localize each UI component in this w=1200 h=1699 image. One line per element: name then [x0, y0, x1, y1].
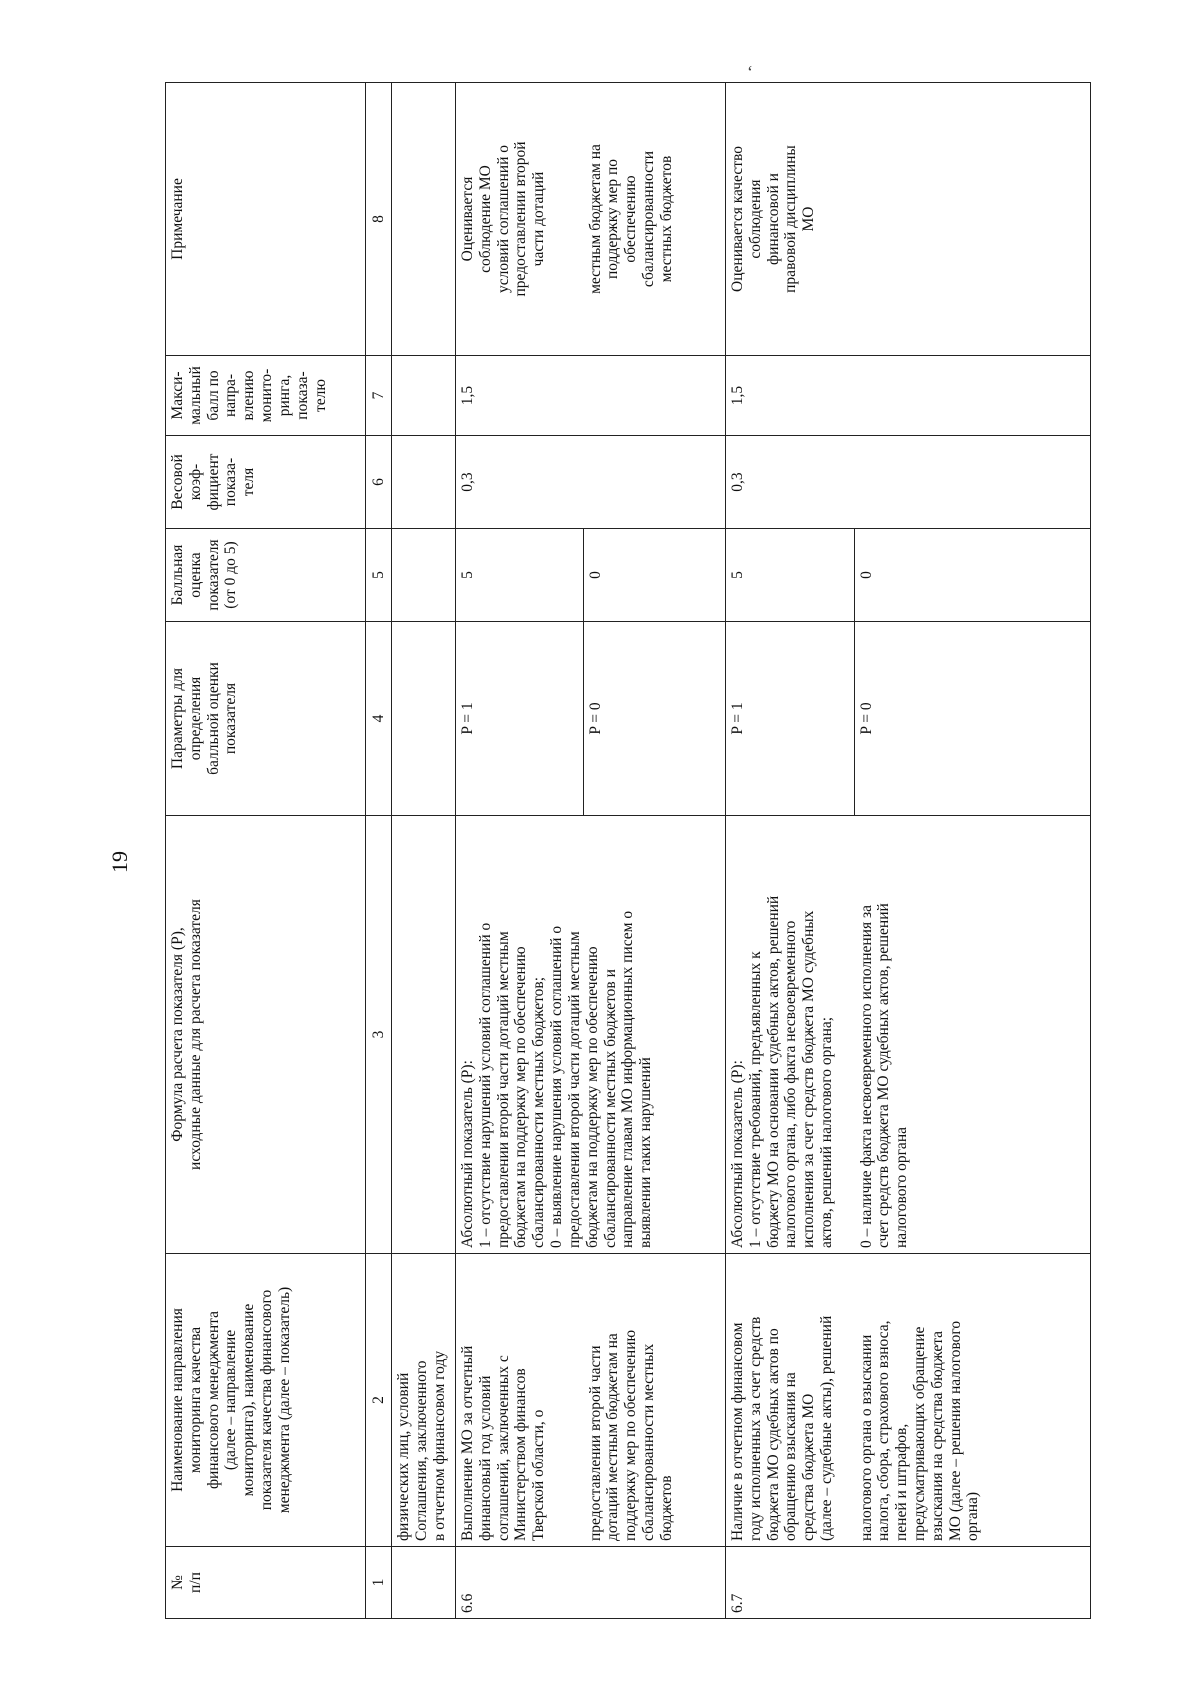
rotated-page	[165, 83, 1090, 1619]
parameter-value: P = 0	[855, 622, 1091, 816]
column-number: 4	[366, 622, 392, 816]
indicator-name: Выполнение МО за отчетный финансовый год условий соглашений, заключенных с Министерством финансов Тверской области, о	[456, 1254, 584, 1547]
score-value: 5	[456, 529, 584, 622]
continuation-parameters	[392, 622, 456, 816]
column-number-row	[366, 83, 392, 1619]
indicator-name: предоставлении второй части дотаций местным бюджетам на поддержку мер по обеспечению сбалансированности местных бюджетов	[584, 1254, 726, 1547]
continuation-score	[392, 529, 456, 622]
row-number: 6.7	[726, 1547, 1091, 1619]
column-number: 3	[366, 816, 392, 1254]
indicator-row-6-7	[726, 83, 855, 1619]
column-number: 8	[366, 83, 392, 356]
indicator-formula: 0 – наличие факта несвоевременного исполнения за счет средств бюджета МО судебных актов, решений налогового органа	[855, 816, 1091, 1254]
header-formula: Формула расчета показателя (Р), исходные данные для расчета показателя	[166, 816, 366, 1254]
indicator-name: налогового органа о взыскании налога, сбора, страхового взноса, пеней и штрафов, предусматривающих обращение взыскания на средства бюджета МО (далее – решения налогового органа)	[855, 1254, 1091, 1547]
continuation-row	[392, 83, 456, 1619]
parameter-value: P = 0	[584, 622, 726, 816]
max-score-value: 1,5	[726, 356, 1091, 436]
max-score-value: 1,5	[456, 356, 726, 436]
header-weight: Весовой коэф- фициент показа- теля	[166, 436, 366, 529]
note-text: местным бюджетам на поддержку мер по обеспечению сбалансированности местных бюджетов	[584, 83, 726, 356]
column-number: 5	[366, 529, 392, 622]
column-number: 7	[366, 356, 392, 436]
column-number: 2	[366, 1254, 392, 1547]
note-text: Оценивается качество соблюдения финансовой и правовой дисциплины МО	[726, 83, 1091, 356]
weight-value: 0,3	[456, 436, 726, 529]
header-parameters: Параметры для определения балльной оценки показателя	[166, 622, 366, 816]
continuation-number	[392, 1547, 456, 1619]
continuation-max-score	[392, 356, 456, 436]
score-value: 0	[855, 529, 1091, 622]
row-number: 6.6	[456, 1547, 726, 1619]
score-value: 0	[584, 529, 726, 622]
continuation-note	[392, 83, 456, 356]
indicator-row-6-6	[456, 83, 584, 1619]
header-name: Наименование направления мониторинга качества финансового менеджмента (далее – направление мониторинга), наименование показателя качества финансового менеджмента (далее – показатель)	[166, 1254, 366, 1547]
indicator-table	[165, 82, 1091, 1619]
continuation-weight	[392, 436, 456, 529]
scan-mark: ʻ	[747, 62, 753, 82]
continuation-formula	[392, 816, 456, 1254]
indicator-formula: Абсолютный показатель (Р): 1 – отсутствие требований, предъявленных к бюджету МО на основании судебных актов, решений налогового органа, либо факта несвоевременного исполнения за счет средств бюджета МО судебных актов, решений налогового органа;	[726, 816, 855, 1254]
indicator-name: Наличие в отчетном финансовом году исполненных за счет средств бюджета МО судебных актов по обращению взыскания на средства бюджета МО (далее – судебные акты), решений	[726, 1254, 855, 1547]
parameter-value: P = 1	[456, 622, 584, 816]
score-value: 5	[726, 529, 855, 622]
header-note: Примечание	[166, 83, 366, 356]
header-row	[166, 83, 366, 1619]
continuation-name: физических лиц, условий Соглашения, заключенного в отчетном финансовом году	[392, 1254, 456, 1547]
note-text: Оценивается соблюдение МО условий соглашений о предоставлении второй части дотаций	[456, 83, 584, 356]
page-number: 19	[107, 851, 132, 873]
header-max-score: Макси- мальный балл по напра- влению монито- ринга, показа- телю	[166, 356, 366, 436]
weight-value: 0,3	[726, 436, 1091, 529]
header-score: Балльная оценка показателя (от 0 до 5)	[166, 529, 366, 622]
parameter-value: P = 1	[726, 622, 855, 816]
header-number: № п/п	[166, 1547, 366, 1619]
column-number: 6	[366, 436, 392, 529]
indicator-formula: Абсолютный показатель (Р): 1 – отсутствие нарушений условий соглашений о предоставлении второй части дотаций местным бюджетам на поддержку мер по обеспечению сбалансированности местных бюджетов; 0 – выявление нарушения условий соглашений о предоставлении второй части дотаций местным бюджетам на поддержку мер по обеспечению сбалансированности местных бюджетов и направление главам МО информационных писем о выявлении таких нарушений	[456, 816, 726, 1254]
column-number: 1	[366, 1547, 392, 1619]
